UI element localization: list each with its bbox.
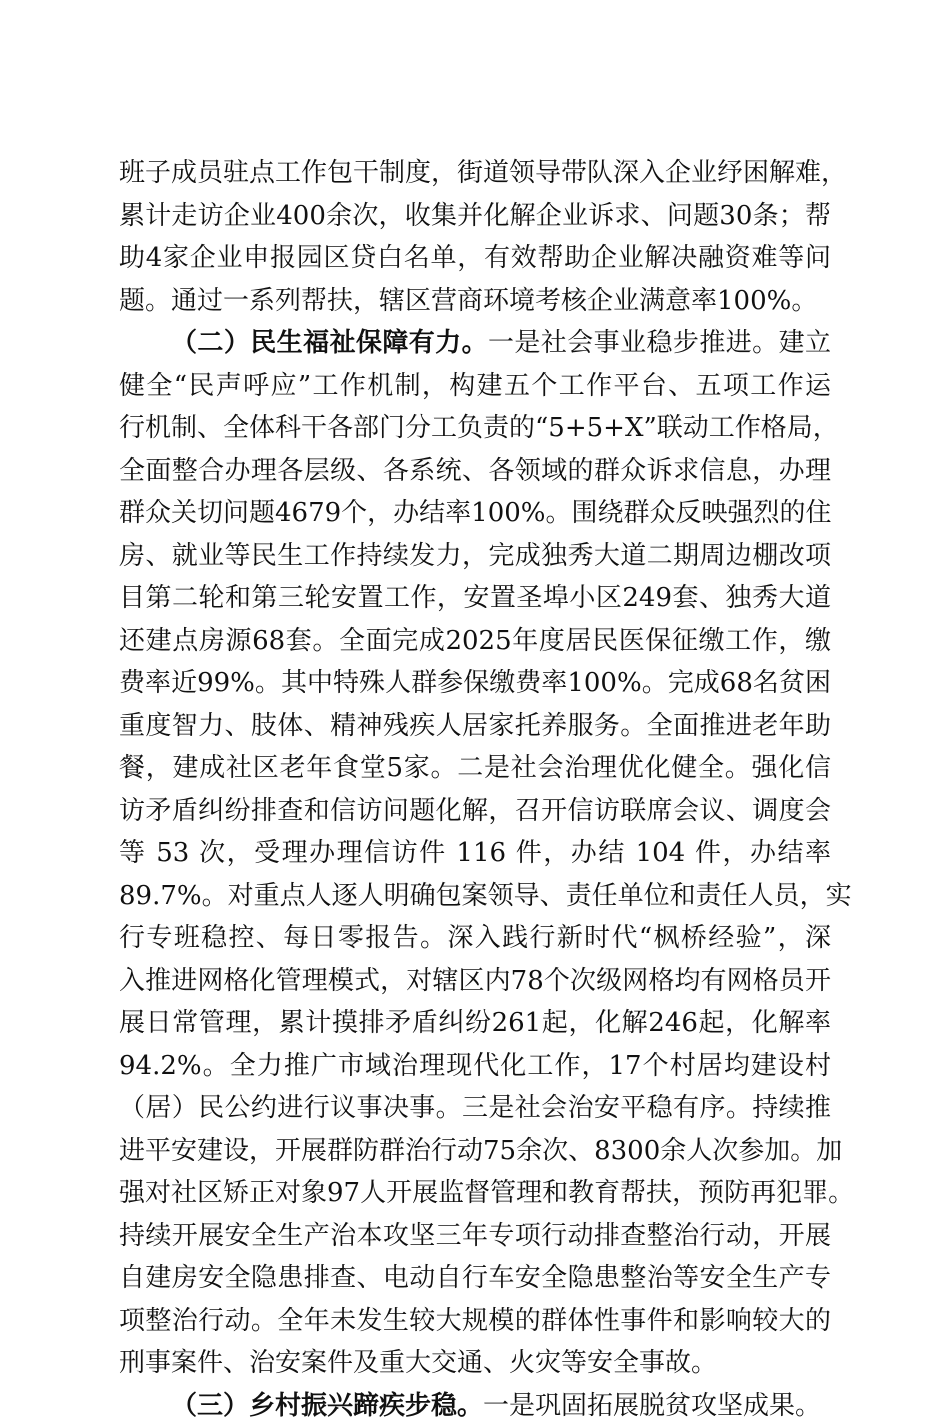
text-line: 房、就业等民生工作持续发力，完成独秀大道二期周边棚改项 bbox=[119, 535, 831, 578]
text-line: 自建房安全隐患排查、电动自行车安全隐患整治等安全生产专 bbox=[119, 1257, 831, 1300]
text-line: 费率近99%。其中特殊人群参保缴费率100%。完成68名贫困 bbox=[119, 662, 831, 705]
text-line: 持续开展安全生产治本攻坚三年专项行动排查整治行动，开展 bbox=[119, 1215, 831, 1258]
text-line: 助4家企业申报园区贷白名单，有效帮助企业解决融资难等问 bbox=[119, 237, 831, 280]
section-heading-2: （二）民生福祉保障有力。 bbox=[171, 328, 488, 358]
text-line: 强对社区矫正对象97人开展监督管理和教育帮扶，预防再犯罪。 bbox=[119, 1172, 831, 1215]
text-run: 一是巩固拓展脱贫攻坚成果。 bbox=[483, 1391, 821, 1421]
text-run: 一是社会事业稳步推进。建立 bbox=[488, 328, 831, 358]
text-line: 题。通过一系列帮扶，辖区营商环境考核企业满意率100%。 bbox=[119, 280, 831, 323]
document-page bbox=[119, 152, 831, 1427]
text-line: （居）民公约进行议事决事。三是社会治安平稳有序。持续推 bbox=[119, 1087, 831, 1130]
text-line: 89.7%。对重点人逐人明确包案领导、责任单位和责任人员，实 bbox=[119, 875, 831, 918]
text-line: 餐，建成社区老年食堂5家。二是社会治理优化健全。强化信 bbox=[119, 747, 831, 790]
paragraph-2-first-line bbox=[119, 322, 831, 365]
text-line: 班子成员驻点工作包干制度，街道领导带队深入企业纾困解难， bbox=[119, 152, 831, 195]
text-line: 进平安建设，开展群防群治行动75余次、8300余人次参加。加 bbox=[119, 1130, 831, 1173]
text-line: 全面整合办理各层级、各系统、各领域的群众诉求信息，办理 bbox=[119, 450, 831, 493]
text-line: 累计走访企业400余次，收集并化解企业诉求、问题30条；帮 bbox=[119, 195, 831, 238]
text-line: 等 53 次，受理办理信访件 116 件，办结 104 件，办结率 bbox=[119, 832, 831, 875]
paragraph-3 bbox=[119, 1385, 831, 1427]
text-line: 项整治行动。全年未发生较大规模的群体性事件和影响较大的 bbox=[119, 1300, 831, 1343]
text-line: 重度智力、肢体、精神残疾人居家托养服务。全面推进老年助 bbox=[119, 705, 831, 748]
text-line: 还建点房源68套。全面完成2025年度居民医保征缴工作，缴 bbox=[119, 620, 831, 663]
text-line: 健全“民声呼应”工作机制，构建五个工作平台、五项工作运 bbox=[119, 365, 831, 408]
text-line: 刑事案件、治安案件及重大交通、火灾等安全事故。 bbox=[119, 1342, 831, 1385]
text-line: 行专班稳控、每日零报告。深入践行新时代“枫桥经验”，深 bbox=[119, 917, 831, 960]
text-line: 群众关切问题4679个，办结率100%。围绕群众反映强烈的住 bbox=[119, 492, 831, 535]
paragraph-1 bbox=[119, 152, 831, 322]
text-line: 94.2%。全力推广市域治理现代化工作，17个村居均建设村 bbox=[119, 1045, 831, 1088]
text-line: 入推进网格化管理模式，对辖区内78个次级网格均有网格员开 bbox=[119, 960, 831, 1003]
text-line: 目第二轮和第三轮安置工作，安置圣埠小区249套、独秀大道 bbox=[119, 577, 831, 620]
paragraph-3-first-line bbox=[119, 1385, 831, 1427]
text-line: 访矛盾纠纷排查和信访问题化解，召开信访联席会议、调度会 bbox=[119, 790, 831, 833]
text-line: 行机制、全体科干各部门分工负责的“5+5+X”联动工作格局， bbox=[119, 407, 831, 450]
section-heading-3: （三）乡村振兴蹄疾步稳。 bbox=[171, 1391, 483, 1421]
paragraph-2 bbox=[119, 322, 831, 1385]
text-line: 展日常管理，累计摸排矛盾纠纷261起，化解246起，化解率 bbox=[119, 1002, 831, 1045]
